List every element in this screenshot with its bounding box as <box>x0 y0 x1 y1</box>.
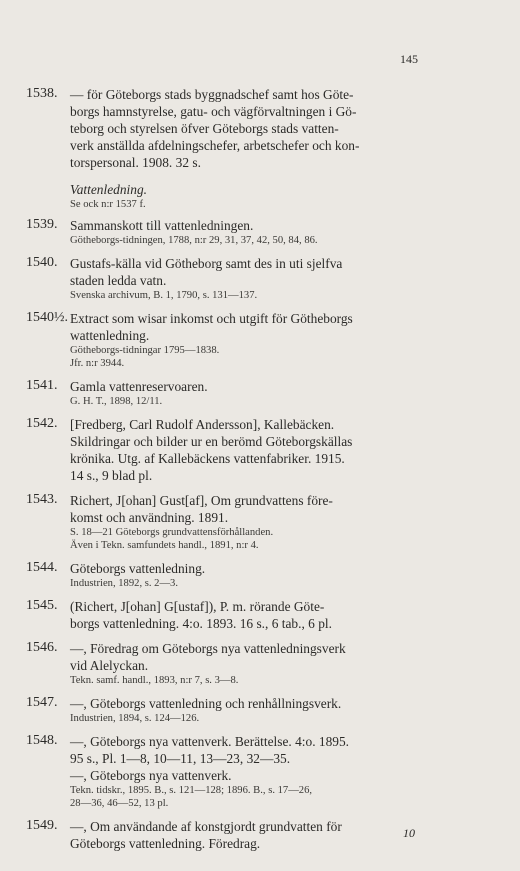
entry-1539 <box>26 217 494 247</box>
entry-line: teborg och styrelsen öfver Göteborgs stads vatten- <box>70 121 339 136</box>
entry-1548 <box>26 733 494 810</box>
entry-line: [Fredberg, Carl Rudolf Andersson], Kallebäcken. <box>70 417 335 432</box>
entry-number: 1547. <box>26 695 58 710</box>
entry-1538 <box>26 86 494 211</box>
entry-line: staden ledda vatn. <box>70 273 167 288</box>
entry-reference: Industrien, 1892, s. 2—3. <box>70 578 178 589</box>
entry-number: 1540. <box>26 255 58 270</box>
entry-reference: G. H. T., 1898, 12/11. <box>70 396 163 407</box>
entry-line: Sammanskott till vattenledningen. <box>70 218 254 233</box>
entry-number: 1545. <box>26 598 58 613</box>
signature-mark: 10 <box>403 826 415 840</box>
entry-number: 1549. <box>26 818 58 833</box>
entry-reference: Tekn. tidskr., 1895. B., s. 121—128; 1896. B., s. 17—26, <box>70 785 313 796</box>
entry-1549 <box>26 818 494 852</box>
entry-number: 1546. <box>26 640 58 655</box>
entry-line: borgs vattenledning. 4:o. 1893. 16 s., 6 tab., 6 pl. <box>70 616 332 631</box>
entry-line: wattenledning. <box>70 328 150 343</box>
entry-line: Gamla vattenreservoaren. <box>70 379 208 394</box>
entry-line: —, Göteborgs vattenledning och renhållningsverk. <box>70 696 342 711</box>
page-number: 145 <box>400 52 418 66</box>
entry-1542 <box>26 416 494 484</box>
entry-reference: Även i Tekn. samfundets handl., 1891, n:r 4. <box>70 540 259 551</box>
entry-1547 <box>26 695 494 725</box>
entry-reference: 28—36, 46—52, 13 pl. <box>70 798 169 809</box>
entry-line: Göteborgs vattenledning. <box>70 561 206 576</box>
entry-line: —, Om användande af konstgjordt grundvatten för <box>70 819 342 834</box>
entry-line: borgs hamnstyrelse, gatu- och vägförvaltningen i Gö- <box>70 104 357 119</box>
entry-line: 14 s., 9 blad pl. <box>70 468 153 483</box>
cross-reference: Se ock n:r 1537 f. <box>70 199 146 210</box>
entry-number: 1540½. <box>26 310 68 325</box>
entry-reference: Götheborgs-tidningen, 1788, n:r 29, 31, 37, 42, 50, 84, 86. <box>70 235 318 246</box>
entry-line: —, Föredrag om Göteborgs nya vattenledningsverk <box>70 641 346 656</box>
entry-1541 <box>26 378 494 408</box>
entry-line: Richert, J[ohan] Gust[af], Om grundvattens före- <box>70 493 333 508</box>
entry-reference: Industrien, 1894, s. 124—126. <box>70 713 200 724</box>
entry-reference: Götheborgs-tidningar 1795—1838. <box>70 345 220 356</box>
section-heading: Vattenledning. <box>70 182 147 197</box>
entry-number: 1538. <box>26 86 58 101</box>
entry-line: — för Göteborgs stads byggnadschef samt hos Göte- <box>70 87 354 102</box>
entry-1545 <box>26 598 494 632</box>
entry-number: 1543. <box>26 492 58 507</box>
bibliography-entries <box>26 86 494 852</box>
entry-line: (Richert, J[ohan] G[ustaf]), P. m. rörande Göte- <box>70 599 325 614</box>
entry-line: 95 s., Pl. 1—8, 10—11, 13—23, 32—35. <box>70 751 291 766</box>
entry-number: 1542. <box>26 416 58 431</box>
entry-number: 1548. <box>26 733 58 748</box>
entry-1543 <box>26 492 494 552</box>
entry-reference: Svenska archivum, B. 1, 1790, s. 131—137. <box>70 290 258 301</box>
entry-number: 1544. <box>26 560 58 575</box>
entry-1540-half <box>26 310 494 370</box>
entry-line: Skildringar och bilder ur en berömd Göteborgskällas <box>70 434 353 449</box>
entry-1546 <box>26 640 494 687</box>
entry-reference: Jfr. n:r 3944. <box>70 358 125 369</box>
entry-line: —, Göteborgs nya vattenverk. Berättelse. 4:o. 1895. <box>70 734 350 749</box>
entry-line: komst och användning. 1891. <box>70 510 229 525</box>
entry-line: Extract som wisar inkomst och utgift för Götheborgs <box>70 311 353 326</box>
entry-reference: Tekn. samf. handl., 1893, n:r 7, s. 3—8. <box>70 675 239 686</box>
entry-1544 <box>26 560 494 590</box>
entry-reference: S. 18—21 Göteborgs grundvattensförhållanden. <box>70 527 274 538</box>
entry-line: Gustafs-källa vid Götheborg samt des in uti sjelfva <box>70 256 343 271</box>
entry-line: —, Göteborgs nya vattenverk. <box>70 768 232 783</box>
entry-line: vid Alelyckan. <box>70 658 149 673</box>
entry-line: krönika. Utg. af Kallebäckens vattenfabriker. 1915. <box>70 451 345 466</box>
entry-number: 1539. <box>26 217 58 232</box>
entry-line: verk anställda afdelningschefer, arbetschefer och kon- <box>70 138 360 153</box>
entry-1540 <box>26 255 494 302</box>
entry-number: 1541. <box>26 378 58 393</box>
entry-line: torspersonal. 1908. 32 s. <box>70 155 201 170</box>
entry-line: Göteborgs vattenledning. Föredrag. <box>70 836 261 851</box>
